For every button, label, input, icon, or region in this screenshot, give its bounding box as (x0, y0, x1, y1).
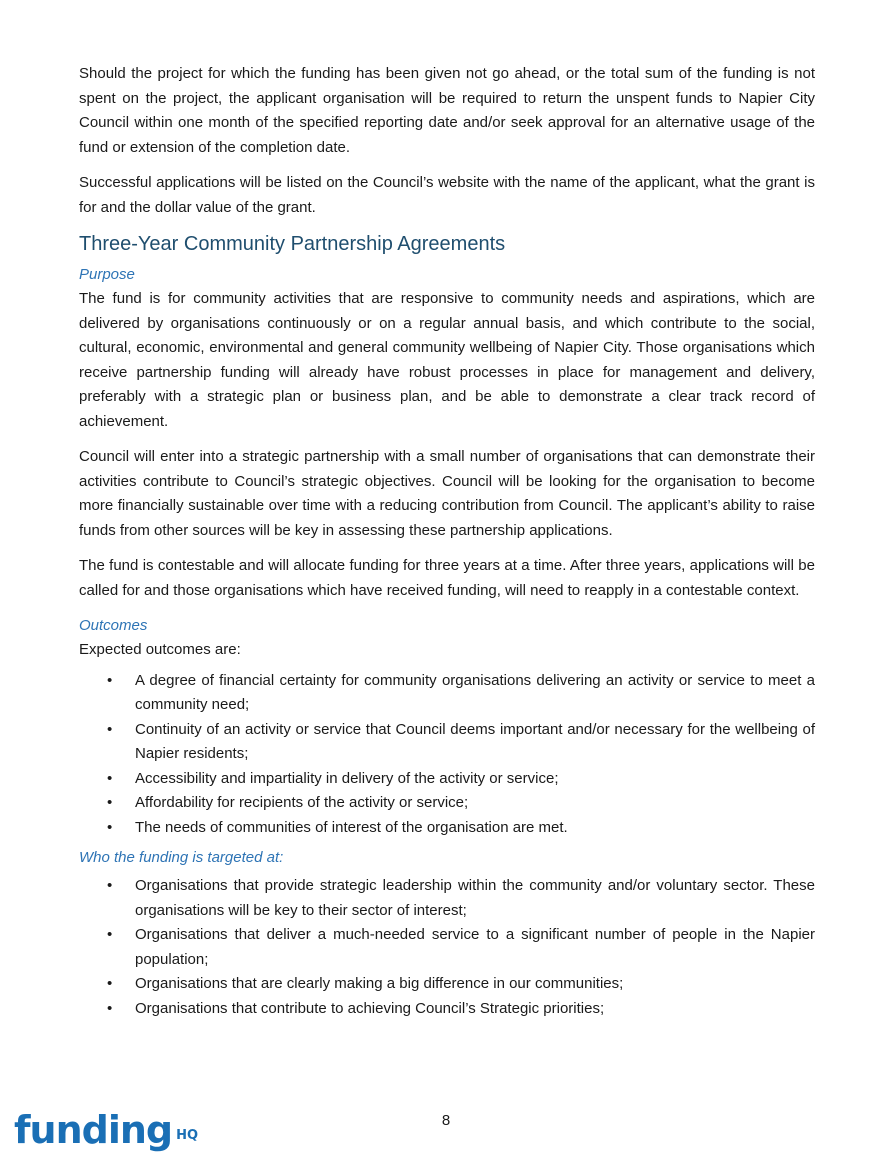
list-item-text: Organisations that provide strategic leadership within the community and/or voluntary sector. These organisations will be key to their sector of interest; (135, 877, 815, 919)
list-item-text: Organisations that deliver a much-needed service to a significant number of people in the Napier population; (135, 926, 815, 968)
bullet-icon: • (107, 818, 113, 836)
list-item (79, 874, 815, 923)
bullet-icon: • (107, 794, 113, 811)
bullet-icon: • (107, 926, 113, 943)
section-heading: Three-Year Community Partnership Agreements (79, 233, 506, 255)
targeted-heading: Who the funding is targeted at: (79, 849, 284, 866)
intro-paragraph-2: Successful applications will be listed on the Council’s website with the name of the applicant, what the grant is for and the dollar value of the grant. (79, 174, 815, 216)
targeted-list (79, 874, 815, 1021)
purpose-heading: Purpose (79, 266, 135, 283)
list-item (79, 767, 815, 792)
purpose-paragraph-3: The fund is contestable and will allocate funding for three years at a time. After three years, applications will be called for and those organisations which have received funding, will need to reapply in a contestable context. (79, 557, 815, 599)
bullet-icon: • (107, 999, 113, 1017)
outcomes-heading: Outcomes (79, 617, 148, 634)
list-item (79, 718, 815, 767)
list-item-text: Organisations that are clearly making a big difference in our communities; (135, 975, 624, 992)
bullet-icon: • (107, 671, 113, 689)
intro-paragraph-1: Should the project for which the funding has been given not go ahead, or the total sum of the funding is not spent on the project, the applicant organisation will be required to return the unspent funds to Napier City Council within one month of the specified reporting date and/or seek approval for an alternative usage of the fund or extension of the completion date. (79, 65, 815, 156)
logo-word: funding (14, 1108, 173, 1152)
list-item-text: A degree of financial certainty for community organisations delivering an activity or service to meet a community need; (135, 671, 815, 713)
list-item-text: Affordability for recipients of the activity or service; (135, 794, 469, 811)
page-number: 8 (441, 1112, 451, 1129)
document-page (79, 62, 815, 1027)
list-item (79, 923, 815, 972)
list-item-text: Organisations that contribute to achieving Council’s Strategic priorities; (135, 999, 605, 1017)
bullet-icon: • (107, 975, 113, 992)
list-item (79, 791, 815, 816)
list-item-text: Continuity of an activity or service that Council deems important and/or necessary for the wellbeing of Napier residents; (135, 720, 815, 762)
bullet-icon: • (107, 720, 113, 738)
list-item (79, 816, 815, 841)
list-item (79, 972, 815, 997)
purpose-paragraph-1: The fund is for community activities that are responsive to community needs and aspirations, which are delivered by organisations continuously or on a regular annual basis, and which contribute to the social, cultural, economic, environmental and general community wellbeing of Napier City. Those organisations which receive partnership funding will already have robust processes in place for management and delivery, preferably with a strategic plan or business plan, and be able to demonstrate a clear track record of achievement. (79, 290, 815, 430)
purpose-paragraph-2: Council will enter into a strategic partnership with a small number of organisations that can demonstrate their activities contribute to Council’s strategic objectives. Council will be looking for the organisation to become more financially sustainable over time with a reducing contribution from Council. The applicant’s ability to raise funds from other sources will be key in assessing these partnership applications. (79, 448, 815, 539)
bullet-icon: • (107, 877, 113, 894)
list-item (79, 997, 815, 1022)
logo-superscript: HQ (176, 1128, 199, 1143)
list-item-text: The needs of communities of interest of the organisation are met. (135, 818, 568, 836)
bullet-icon: • (107, 769, 113, 787)
list-item-text: Accessibility and impartiality in delivery of the activity or service; (135, 769, 559, 787)
list-item (79, 669, 815, 718)
outcomes-list (79, 669, 815, 841)
outcomes-lead: Expected outcomes are: (79, 641, 241, 658)
